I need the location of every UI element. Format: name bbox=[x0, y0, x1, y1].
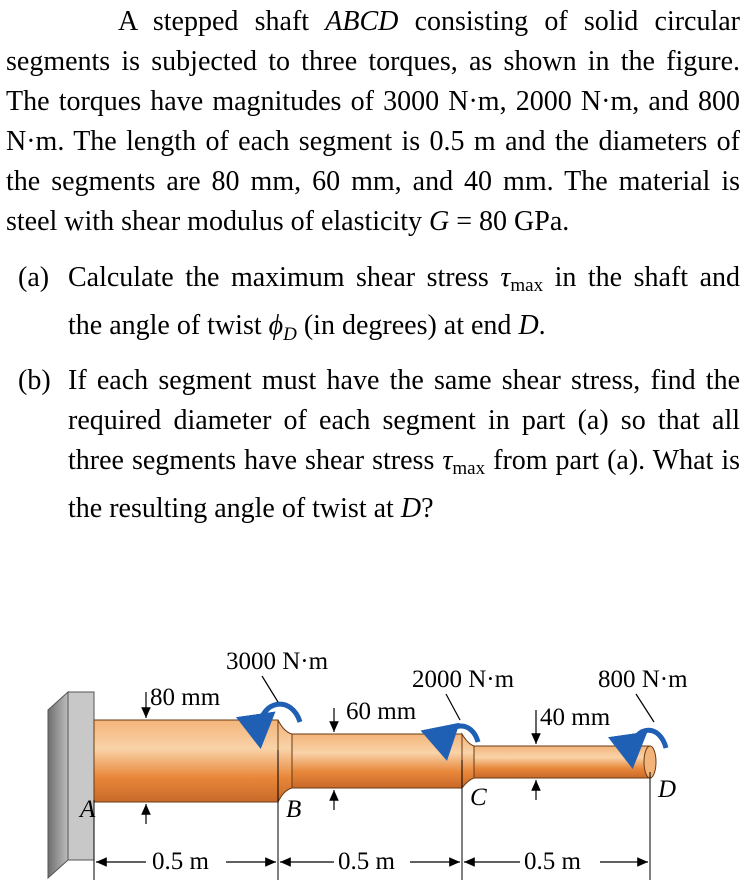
diameter-label-ab: 80 mm bbox=[150, 684, 221, 711]
part-b-text: If each segment must have the same shear stress, find the required diameter of each segment in part (a) so that all three segments have shear stress $\tau_{max}$ from part (a). What is the resulting angle of twist at D? bbox=[68, 365, 740, 524]
torque-label-b: 3000 N·m bbox=[226, 648, 329, 675]
torque-label-c: 2000 N·m bbox=[412, 666, 515, 693]
diameter-label-bc: 60 mm bbox=[346, 698, 417, 725]
problem-text: A stepped shaft ABCD consisting of solid circular segments is subjected to three torques, as shown in the figure. The torques have magnitudes of 3000 N·m, 2000 N·m, and 800 N·m. The length of each segment is 0.5 m and the diameters of the segments are 80 mm, 60 mm, and 40 mm. The material is steel with shear modulus of elasticity G = 80 GPa. bbox=[6, 6, 740, 237]
part-b-label: (b) bbox=[18, 365, 51, 396]
point-label-d: D bbox=[658, 776, 677, 803]
segment-ab bbox=[94, 720, 278, 802]
step-b bbox=[278, 720, 292, 802]
diameter-label-cd: 40 mm bbox=[540, 704, 611, 731]
part-a bbox=[6, 258, 740, 355]
point-label-b: B bbox=[286, 796, 302, 823]
problem-statement bbox=[6, 2, 740, 529]
part-b bbox=[6, 361, 740, 529]
part-a-text: Calculate the maximum shear stress $\tau_{max}$ in the shaft and the angle of twist $\phi_D$ (in degrees) at end D. bbox=[68, 262, 740, 345]
point-label-a: A bbox=[80, 796, 96, 823]
length-label-cd: 0.5 m bbox=[524, 848, 581, 875]
fixed-support-wall bbox=[48, 692, 94, 878]
part-a-label: (a) bbox=[18, 262, 50, 293]
point-label-c: C bbox=[470, 784, 487, 811]
length-label-bc: 0.5 m bbox=[338, 848, 395, 875]
torque-label-d: 800 N·m bbox=[598, 666, 688, 693]
length-label-ab: 0.5 m bbox=[152, 848, 209, 875]
segment-cd bbox=[474, 746, 650, 778]
stepped-shaft-figure bbox=[0, 640, 747, 886]
segment-bc bbox=[292, 734, 462, 788]
step-c bbox=[462, 734, 474, 788]
